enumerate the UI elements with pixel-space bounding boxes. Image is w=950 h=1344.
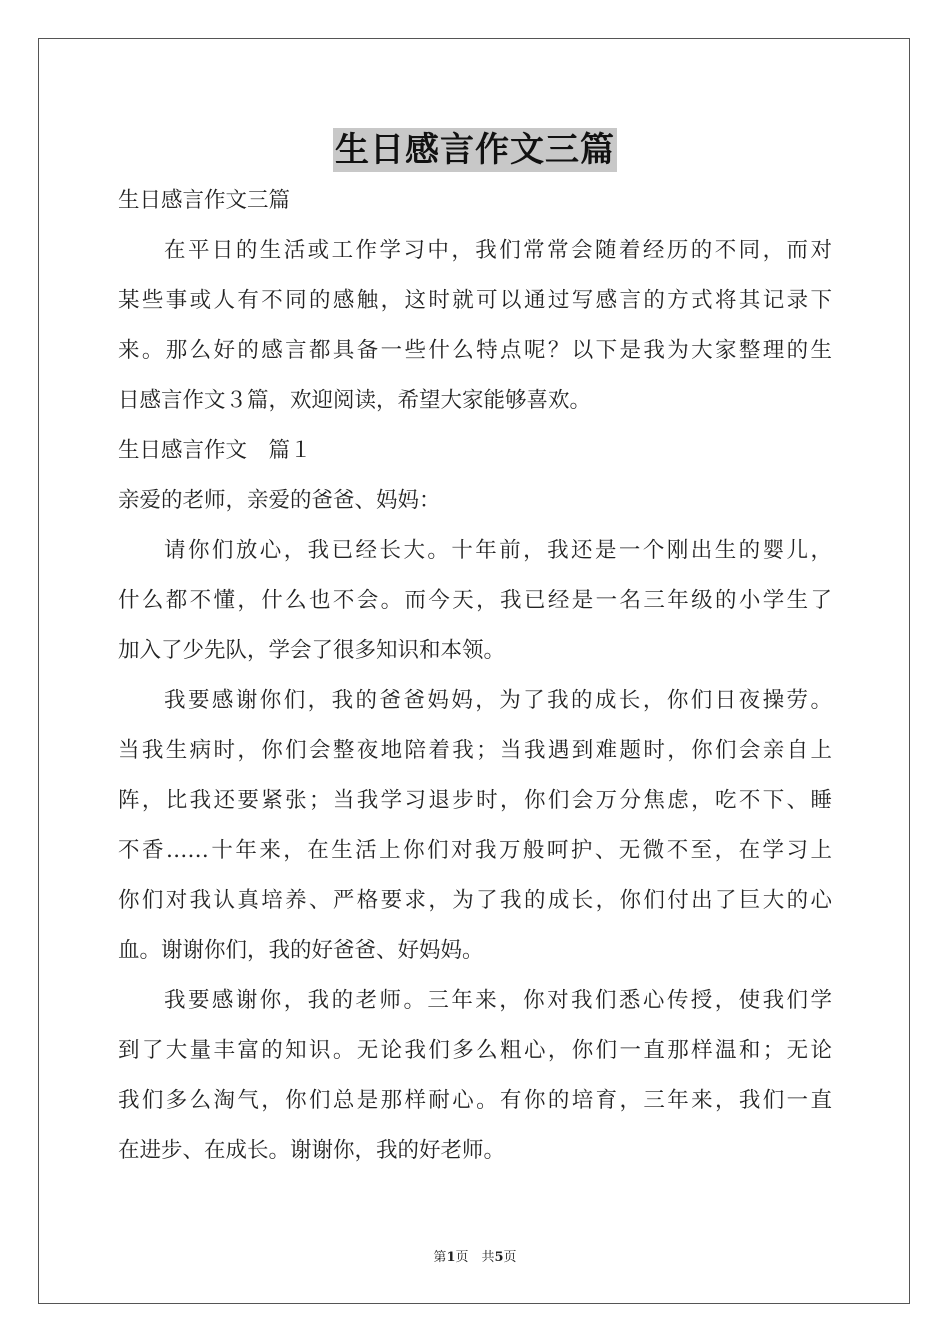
title-container [0,128,950,172]
text-line: 我要感谢你们，我的爸爸妈妈，为了我的成长，你们日夜操劳。 [164,688,832,713]
text-line: 血。谢谢你们，我的好爸爸、好妈妈。 [118,938,484,963]
intro-paragraph [118,226,832,426]
text-line: 请你们放心，我已经长大。十年前，我还是一个刚出生的婴儿， [164,538,832,563]
text-line: 来。那么好的感言都具备一些什么特点呢？以下是我为大家整理的生 [118,338,832,363]
text-line: 在进步、在成长。谢谢你，我的好老师。 [118,1138,506,1163]
page-suffix: 页 [503,1250,517,1265]
text-line: 到了大量丰富的知识。无论我们多么粗心，你们一直那样温和；无论 [118,1038,832,1063]
text-line: 不香……十年来，在生活上你们对我万般呵护、无微不至，在学习上 [118,838,832,863]
document-body [118,176,832,1176]
text-line: 你们对我认真培养、严格要求，为了我的成长，你们付出了巨大的心 [118,888,832,913]
page-current: 1 [446,1250,456,1265]
text-line: 某些事或人有不同的感触，这时就可以通过写感言的方式将其记录下 [118,288,832,313]
paragraph-3 [118,976,832,1176]
document-subtitle: 生日感言作文三篇 [118,188,291,213]
document-title: 生日感言作文三篇 [335,130,615,170]
text-line: 阵，比我还要紧张；当我学习退步时，你们会万分焦虑，吃不下、睡 [118,788,832,813]
text-line: 当我生病时，你们会整夜地陪着我；当我遇到难题时，你们会亲自上 [118,738,832,763]
text-line: 加入了少先队，学会了很多知识和本领。 [118,638,506,663]
page-prefix: 第 [433,1250,447,1265]
page-total: 5 [494,1250,504,1265]
paragraph-1 [118,526,832,676]
page-mid: 页 共 [455,1250,495,1265]
text-line: 什么都不懂，什么也不会。而今天，我已经是一名三年级的小学生了 [118,588,832,613]
text-line: 我们多么淘气，你们总是那样耐心。有你的培育，三年来，我们一直 [118,1088,832,1113]
text-line: 在平日的生活或工作学习中，我们常常会随着经历的不同，而对 [164,238,832,263]
text-line: 我要感谢你，我的老师。三年来，你对我们悉心传授，使我们学 [164,988,832,1013]
page-footer [0,1246,950,1265]
section-heading: 生日感言作文 篇１ [118,438,312,463]
text-line: 日感言作文３篇，欢迎阅读，希望大家能够喜欢。 [118,388,592,413]
paragraph-2 [118,676,832,976]
salutation: 亲爱的老师，亲爱的爸爸、妈妈： [118,488,441,513]
